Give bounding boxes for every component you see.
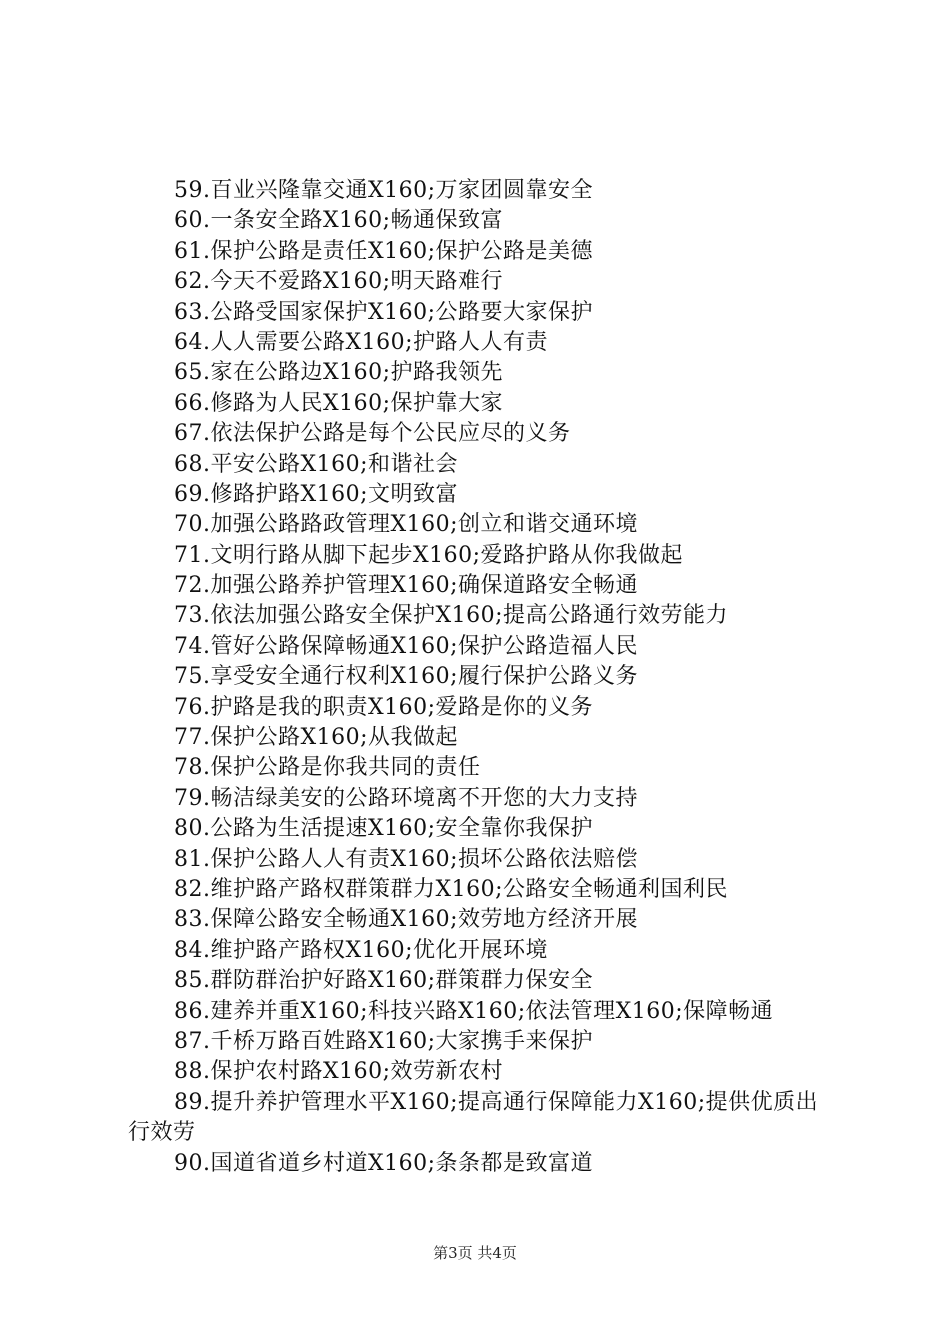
list-item: 77.保护公路X160;从我做起 (174, 725, 459, 751)
list-item: 59.百业兴隆靠交通X160;万家团圆靠安全 (174, 178, 594, 203)
slogan-list (128, 176, 838, 1179)
list-item: 62.今天不爱路X160;明天路难行 (174, 269, 504, 295)
list-item: 72.加强公路养护管理X160;确保道路安全畅通 (174, 573, 639, 599)
list-item: 84.维护路产路权X160;优化开展环境 (174, 937, 549, 963)
list-item: 89.提升养护管理水平X160;提高通行保障能力X160;提供优质出行效劳 (128, 1089, 819, 1146)
list-item: 80.公路为生活提速X160;安全靠你我保护 (174, 816, 594, 842)
list-item: 81.保护公路人人有责X160;损坏公路依法赔偿 (174, 846, 639, 872)
list-item: 71.文明行路从脚下起步X160;爱路护路从你我做起 (174, 542, 684, 568)
list-item: 63.公路受国家保护X160;公路要大家保护 (174, 299, 594, 325)
list-item: 61.保护公路是责任X160;保护公路是美德 (174, 238, 594, 264)
list-item: 70.加强公路路政管理X160;创立和谐交通环境 (174, 512, 639, 538)
list-item: 75.享受安全通行权利X160;履行保护公路义务 (174, 664, 639, 690)
list-item: 68.平安公路X160;和谐社会 (174, 451, 459, 477)
list-item: 65.家在公路边X160;护路我领先 (174, 360, 504, 386)
list-item: 88.保护农村路X160;效劳新农村 (174, 1059, 504, 1085)
list-item: 73.依法加强公路安全保护X160;提高公路通行效劳能力 (174, 603, 729, 629)
page-number-footer: 第3页 共4页 (433, 1244, 517, 1262)
list-item: 90.国道省道乡村道X160;条条都是致富道 (174, 1150, 594, 1176)
list-item: 79.畅洁绿美安的公路环境离不开您的大力支持 (174, 785, 638, 811)
list-item: 74.管好公路保障畅通X160;保护公路造福人民 (174, 633, 639, 659)
list-item: 67.依法保护公路是每个公民应尽的义务 (174, 421, 571, 447)
list-item: 86.建养并重X160;科技兴路X160;依法管理X160;保障畅通 (174, 998, 774, 1024)
list-item: 76.护路是我的职责X160;爱路是你的义务 (174, 694, 594, 720)
list-item: 66.修路为人民X160;保护靠大家 (174, 390, 504, 416)
list-item: 69.修路护路X160;文明致富 (174, 481, 459, 507)
list-item: 60.一条安全路X160;畅通保致富 (174, 208, 504, 234)
list-item: 82.维护路产路权群策群力X160;公路安全畅通利国利民 (174, 876, 729, 902)
list-item: 85.群防群治护好路X160;群策群力保安全 (174, 968, 594, 994)
list-item: 83.保障公路安全畅通X160;效劳地方经济开展 (174, 907, 639, 933)
list-item: 87.千桥万路百姓路X160;大家携手来保护 (174, 1028, 594, 1054)
list-item: 78.保护公路是你我共同的责任 (174, 755, 481, 781)
list-item: 64.人人需要公路X160;护路人人有责 (174, 329, 549, 355)
